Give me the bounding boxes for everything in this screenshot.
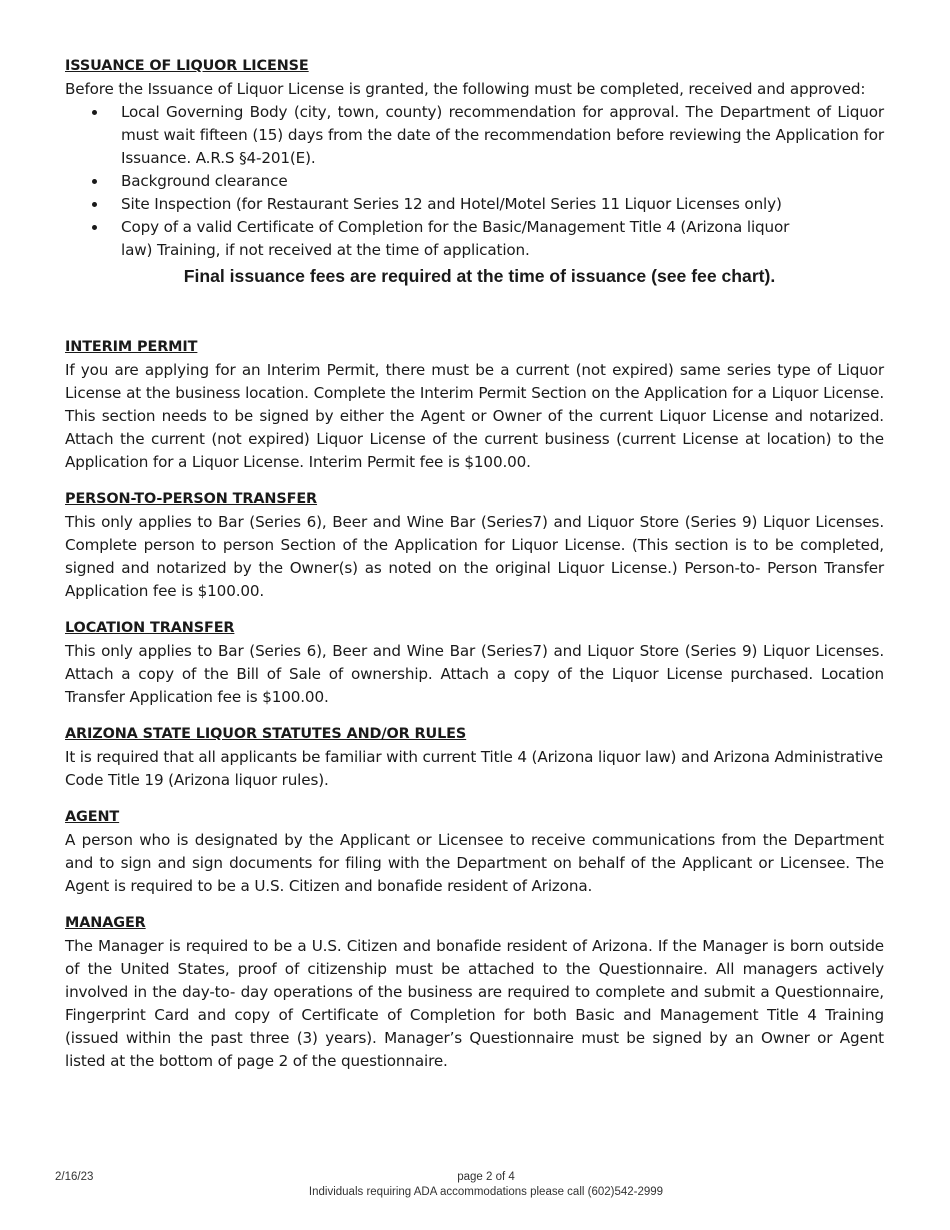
footer-ada-notice: Individuals requiring ADA accommodations please call (602)542-2999 <box>308 1186 664 1198</box>
section-manager <box>65 912 884 1073</box>
section-person-transfer <box>65 488 884 603</box>
section-statutes <box>65 723 884 792</box>
section-agent <box>65 806 884 898</box>
bullet-icon <box>92 202 97 207</box>
list-item: Local Governing Body (city, town, county) recommendation for approval. The Department of Liquor must wait fifteen (15) days from the date of the recommendation before reviewing the Application for Issuance. A.R.S §4-201(E). <box>121 101 884 170</box>
issuance-fee-note: Final issuance fees are required at the time of issuance (see fee chart). <box>183 266 776 286</box>
location-transfer-body: This only applies to Bar (Series 6), Beer and Wine Bar (Series7) and Liquor Store (Series 9) Liquor Licenses. Attach a copy of the Bill of Sale of ownership. Attach a copy of the Liquor License purchased. Location Transfer Application fee is $100.00. <box>65 642 884 706</box>
bullet-icon <box>92 179 97 184</box>
list-item: Background clearance <box>121 170 884 193</box>
footer-page-number: page 2 of 4 <box>457 1171 515 1183</box>
statutes-body: It is required that all applicants be familiar with current Title 4 (Arizona liquor law) and Arizona Administrative Code Title 19 (Arizona liquor rules). <box>65 748 883 789</box>
bullet-icon <box>92 225 97 230</box>
footer-date: 2/16/23 <box>55 1171 94 1183</box>
section-heading-location-transfer: LOCATION TRANSFER <box>65 620 235 636</box>
person-transfer-body: This only applies to Bar (Series 6), Beer and Wine Bar (Series7) and Liquor Store (Series 9) Liquor Licenses. Complete person to person Section of the Application for Liquor License. (This section is to be completed, signed and notarized by the Owner(s) as noted on the original Liquor License.) Person-to- Person Transfer Application fee is $100.00. <box>65 513 884 600</box>
issuance-requirements-list <box>65 101 884 262</box>
section-location-transfer <box>65 617 884 709</box>
bullet-icon <box>92 110 97 115</box>
list-item: Site Inspection (for Restaurant Series 12 and Hotel/Motel Series 11 Liquor Licenses only) <box>121 193 884 216</box>
section-heading-statutes: ARIZONA STATE LIQUOR STATUTES AND/OR RULES <box>65 726 467 742</box>
section-interim-permit <box>65 336 884 474</box>
section-heading-interim-permit: INTERIM PERMIT <box>65 339 198 355</box>
section-issuance <box>65 55 884 288</box>
manager-body: The Manager is required to be a U.S. Citizen and bonafide resident of Arizona. If the Manager is born outside of the United States, proof of citizenship must be attached to the Questionnaire. All managers actively involved in the day-to- day operations of the business are required to complete and submit a Questionnaire, Fingerprint Card and copy of Certificate of Completion for both Basic and Management Title 4 Training (issued within the past three (3) years). Manager’s Questionnaire must be signed by an Owner or Agent listed at the bottom of page 2 of the questionnaire. <box>65 937 884 1070</box>
section-heading-person-transfer: PERSON-TO-PERSON TRANSFER <box>65 491 318 507</box>
section-heading-manager: MANAGER <box>65 915 146 931</box>
interim-permit-body: If you are applying for an Interim Permit, there must be a current (not expired) same series type of Liquor License at the business location. Complete the Interim Permit Section on the Application for a Liquor License. This section needs to be signed by either the Agent or Owner of the current Liquor License and notarized. Attach the current (not expired) Liquor License of the current business (current License at location) to the Application for a Liquor License. Interim Permit fee is $100.00. <box>65 361 884 471</box>
issuance-intro: Before the Issuance of Liquor License is granted, the following must be completed, received and approved: <box>65 80 866 98</box>
section-heading-issuance: ISSUANCE OF LIQUOR LICENSE <box>65 58 309 74</box>
list-item: Copy of a valid Certificate of Completion for the Basic/Management Title 4 (Arizona liquor law) Training, if not received at the time of application. <box>121 216 811 262</box>
agent-body: A person who is designated by the Applicant or Licensee to receive communications from the Department and to sign and sign documents for filing with the Department on behalf of the Applicant or Licensee. The Agent is required to be a U.S. Citizen and bonafide resident of Arizona. <box>65 831 884 895</box>
section-heading-agent: AGENT <box>65 809 120 825</box>
document-page <box>65 55 884 1073</box>
